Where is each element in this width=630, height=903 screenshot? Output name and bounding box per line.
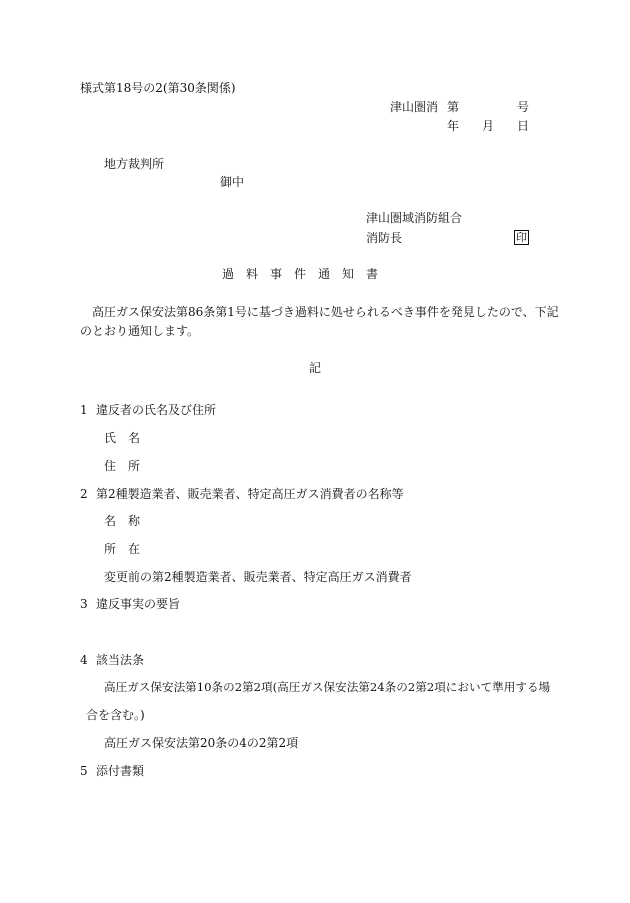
item-2-location-field: 所 在 [104,542,141,556]
item-1-number: 1 [80,403,88,417]
item-5-label: 添付書類 [96,764,145,778]
go-label: 号 [517,100,530,114]
item-2-name-field: 名 称 [104,514,141,528]
sender-organization: 津山圏域消防組合 [366,211,463,225]
item-4-provision-1: 高圧ガス保安法第10条の2第2項(高圧ガス保安法第24条の2第2項において準用する場 [104,680,551,694]
month-label: 月 [482,119,495,133]
item-3-number: 3 [80,597,88,611]
seal-text: 印 [516,231,527,244]
item-1-label: 違反者の氏名及び住所 [96,403,217,417]
ki-label: 記 [309,361,322,375]
seal-mark [514,230,529,245]
form-number: 様式第18号の2(第30条関係) [80,81,236,95]
item-4-number: 4 [80,653,88,667]
item-3-label: 違反事実の要旨 [96,597,181,611]
item-2-previous-field: 変更前の第2種製造業者、販売業者、特定高圧ガス消費者 [104,570,412,584]
day-label: 日 [517,119,530,133]
sender-title: 消防長 [366,231,403,245]
onchu-label: 御中 [220,175,245,189]
item-2-number: 2 [80,487,88,501]
item-1-address-field: 住 所 [104,459,141,473]
item-4-provision-1-cont: 合を含む。) [86,708,145,722]
court-name: 地方裁判所 [104,157,165,171]
year-label: 年 [447,119,460,133]
document-title: 過 料 事 件 通 知 書 [222,267,379,281]
body-line-2: のとおり通知します。 [80,324,200,338]
item-1-name-field: 氏 名 [104,431,141,445]
item-5-number: 5 [80,764,88,778]
number-label: 第 [447,100,460,114]
item-2-label: 第2種製造業者、販売業者、特定高圧ガス消費者の名称等 [96,487,404,501]
issuer-prefix: 津山圏消 [390,100,439,114]
item-4-provision-2: 高圧ガス保安法第20条の4の2第2項 [104,736,299,750]
item-4-label: 該当法条 [96,653,145,667]
body-line-1: 高圧ガス保安法第86条第1号に基づき過料に処せられるべき事件を発見したので、下記 [92,305,559,319]
